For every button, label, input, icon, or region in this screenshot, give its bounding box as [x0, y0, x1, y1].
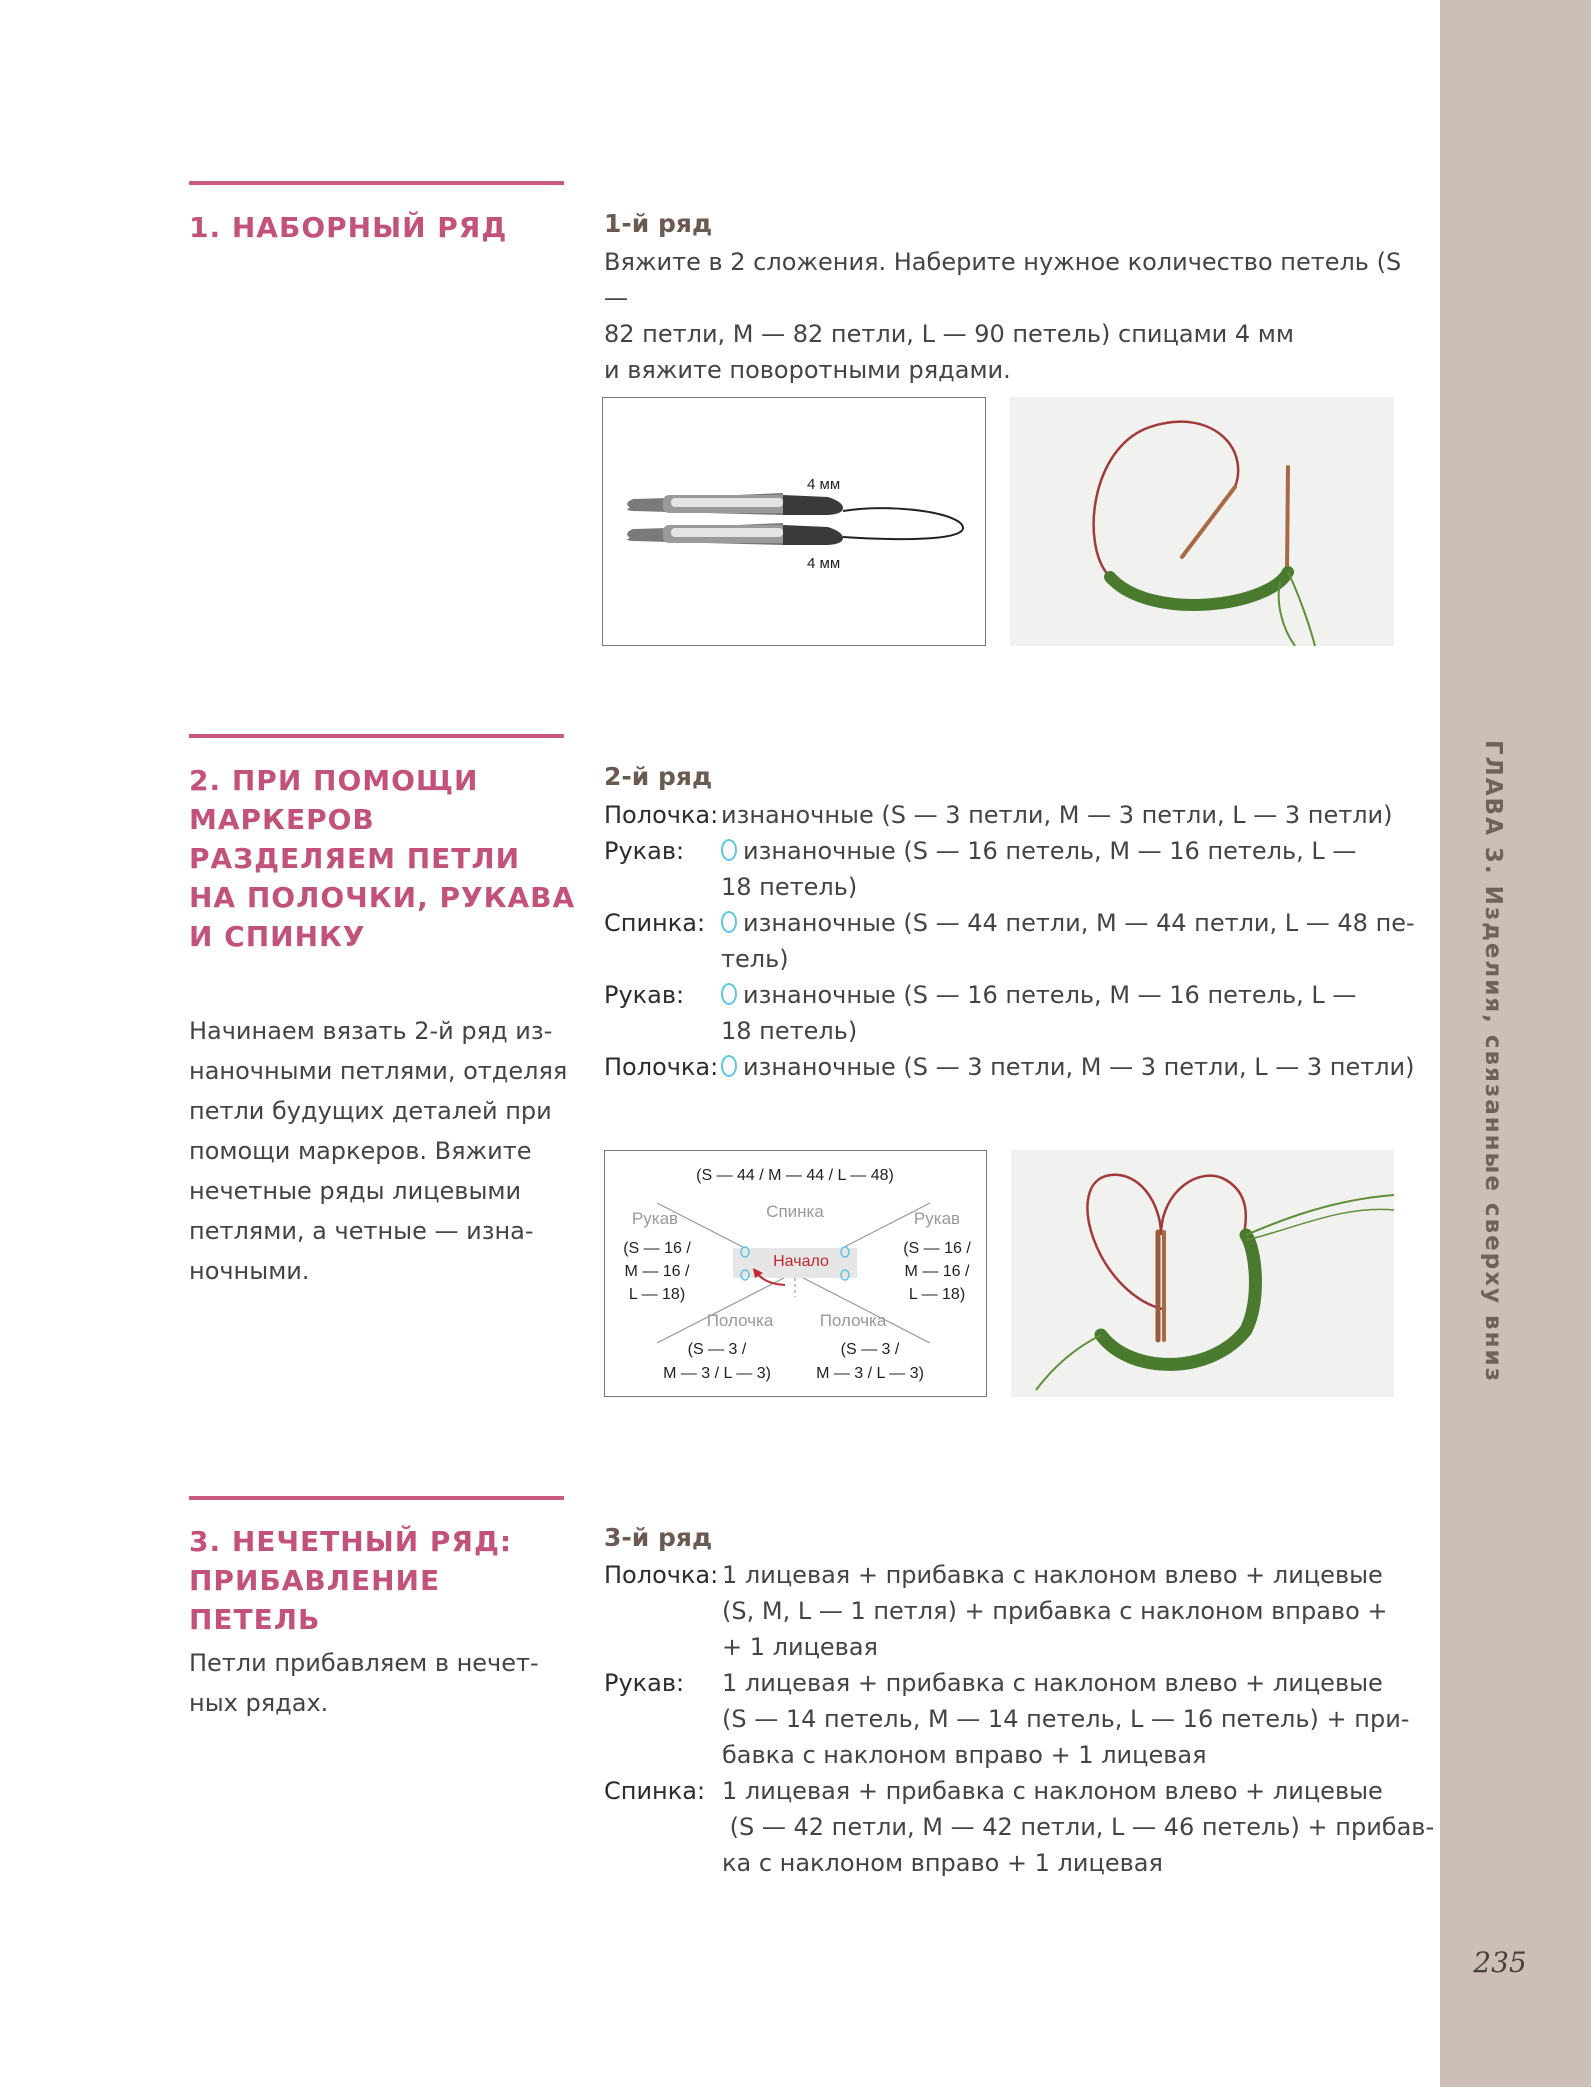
left-front-count: M — 3 / L — 3): [663, 1365, 771, 1382]
needle-size-label-top: 4 мм: [807, 476, 841, 493]
needle-size-label-bottom: 4 мм: [807, 555, 841, 572]
spec-line: [604, 797, 1404, 833]
section-2-title-line: РАЗДЕЛЯЕМ ПЕТЛИ: [189, 842, 521, 875]
needle-joint-top: [783, 495, 843, 515]
spec-label: Полочка:: [604, 801, 719, 829]
stitch-marker-icon: [721, 911, 737, 933]
yarn-tail: [1288, 572, 1315, 646]
spec-value: + 1 лицевая: [722, 1633, 878, 1661]
right-front-label: Полочка: [819, 1311, 887, 1330]
section-3-text-line: Петли прибавляем в нечет-: [189, 1649, 539, 1677]
section-2-text: [189, 1011, 569, 1291]
right-sleeve-count: L — 18): [908, 1286, 966, 1303]
stitch-marker-icon: [721, 839, 737, 861]
spec-value-text: изнаночные (S — 16 петель, M — 16 петель, L —: [743, 981, 1357, 1009]
section-1-rule: [189, 181, 564, 185]
spec-label: Полочка:: [604, 1561, 719, 1589]
wooden-needle: [1182, 487, 1235, 557]
spec-value-text: изнаночные (S — 44 петли, M — 44 петли, L — 48 пе-: [743, 909, 1415, 937]
spec-line: [604, 1737, 1404, 1773]
spec-label: Спинка:: [604, 909, 706, 937]
chapter-sidebar: [1440, 0, 1591, 2087]
row-2-spec: [604, 797, 1415, 1085]
yarn-tail: [1036, 1335, 1101, 1390]
spec-value-text: изнаночные (S — 3 петли, M — 3 петли, L — 3 петли): [743, 1053, 1415, 1081]
section-2-title: [189, 761, 579, 956]
row-3-spec: [604, 1557, 1435, 1881]
spec-line: [604, 869, 1404, 905]
yarn-tail: [1246, 1195, 1394, 1235]
row-1-line: 82 петли, M — 82 петли, L — 90 петель) спицами 4 мм: [604, 320, 1295, 348]
row-1-title: 1-й ряд: [604, 209, 713, 238]
spec-value: [721, 905, 1415, 941]
spec-label: Спинка:: [604, 1777, 706, 1805]
section-3-rule: [189, 1496, 564, 1500]
section-2-text-line: нечетные ряды лицевыми: [189, 1177, 522, 1205]
back-count-label: (S — 44 / M — 44 / L — 48): [696, 1167, 894, 1184]
section-3-title: [189, 1522, 579, 1639]
page-number: 235: [1473, 1946, 1527, 1979]
marker-diagram: [604, 1150, 987, 1397]
spec-value: (S — 14 петель, M — 14 петель, L — 16 петель) + при-: [722, 1705, 1410, 1733]
photo-markers-illustration: [1011, 1150, 1394, 1397]
spec-line: [604, 1809, 1435, 1845]
spec-value: [721, 797, 1393, 833]
spec-label: Рукав:: [604, 981, 685, 1009]
section-1-title: [189, 208, 579, 247]
left-front-count: (S — 3 /: [687, 1341, 747, 1358]
left-sleeve-count: L — 18): [628, 1286, 686, 1303]
red-cable: [1087, 1175, 1166, 1310]
row-1-line: и вяжите поворотными рядами.: [604, 356, 1011, 384]
spec-line: [604, 1773, 1404, 1809]
needle-cable: [843, 508, 963, 539]
spec-value: [721, 977, 1356, 1013]
photo-cast-on: [1010, 397, 1394, 646]
row-3-title: 3-й ряд: [604, 1523, 713, 1552]
section-2-text-line: Начинаем вязать 2-й ряд из-: [189, 1017, 553, 1045]
needle-joint-bottom: [783, 525, 843, 545]
photo-cast-on-illustration: [1010, 397, 1394, 646]
spec-line: [604, 1557, 1404, 1593]
spec-value-text: изнаночные (S — 16 петель, M — 16 петель, L —: [743, 837, 1357, 865]
section-2-text-line: ночными.: [189, 1257, 310, 1285]
section-3-text-line: ных рядах.: [189, 1689, 329, 1717]
spec-continuation: тель): [721, 945, 789, 973]
knitted-stitches: [1110, 572, 1288, 605]
spec-line: [604, 1845, 1404, 1881]
spec-line: [604, 977, 1404, 1013]
spec-value: 1 лицевая + прибавка с наклоном влево + лицевые: [722, 1669, 1383, 1697]
photo-markers: [1011, 1150, 1394, 1397]
spec-line: [604, 1593, 1404, 1629]
right-sleeve-count: M — 16 /: [904, 1263, 970, 1280]
yarn-tail: [1246, 1209, 1394, 1240]
spec-value-text: изнаночные (S — 3 петли, M — 3 петли, L — 3 петли): [721, 801, 1393, 829]
section-2-text-line: петли будущих деталей при: [189, 1097, 552, 1125]
spec-line: [604, 1049, 1415, 1085]
spec-line: [604, 1665, 1404, 1701]
needle-highlight-top: [671, 498, 783, 507]
section-2-rule: [189, 734, 564, 738]
left-sleeve-count: M — 16 /: [624, 1263, 690, 1280]
right-front-count: (S — 3 /: [840, 1341, 900, 1358]
right-sleeve-count: (S — 16 /: [903, 1240, 971, 1257]
knitted-stitches: [1101, 1235, 1255, 1364]
section-1-title-line: 1. НАБОРНЫЙ РЯД: [189, 211, 508, 244]
section-2-title-line: МАРКЕРОВ: [189, 803, 375, 836]
spec-value: [721, 1049, 1415, 1085]
needle-diagram: [602, 397, 986, 646]
left-sleeve-label: Рукав: [631, 1209, 679, 1228]
start-label: Начало: [773, 1253, 829, 1270]
spec-line: [604, 1701, 1410, 1737]
spec-value: 1 лицевая + прибавка с наклоном влево + лицевые: [722, 1777, 1383, 1805]
section-2-title-line: НА ПОЛОЧКИ, РУКАВА: [189, 881, 576, 914]
red-cable: [1161, 1176, 1246, 1235]
section-2-text-line: петлями, а четные — изна-: [189, 1217, 534, 1245]
yarn-tail: [1279, 582, 1295, 646]
section-2-title-line: И СПИНКУ: [189, 920, 366, 953]
right-sleeve-label: Рукав: [913, 1209, 961, 1228]
spec-value: бавка с наклоном вправо + 1 лицевая: [722, 1741, 1207, 1769]
stitch-marker-icon: [721, 1055, 737, 1077]
needle-highlight-bottom: [671, 528, 783, 537]
spec-label: Рукав:: [604, 1669, 685, 1697]
row-2-title: 2-й ряд: [604, 762, 713, 791]
spec-value: 1 лицевая + прибавка с наклоном влево + лицевые: [722, 1561, 1383, 1589]
stitch-marker-icon: [721, 983, 737, 1005]
section-3-title-line: 3. НЕЧЕТНЫЙ РЯД:: [189, 1525, 513, 1558]
spec-value: (S, M, L — 1 петля) + прибавка с наклоном вправо +: [722, 1597, 1388, 1625]
section-3-title-line: ПРИБАВЛЕНИЕ ПЕТЕЛЬ: [189, 1564, 441, 1636]
section-2-text-line: наночными петлями, отделяя: [189, 1057, 568, 1085]
row-1-text: [604, 244, 1404, 388]
section-3-text: [189, 1643, 569, 1723]
left-sleeve-count: (S — 16 /: [623, 1240, 691, 1257]
spec-line: [604, 1013, 1404, 1049]
right-front-count: M — 3 / L — 3): [816, 1365, 924, 1382]
marker-division-scheme: [605, 1151, 985, 1395]
spec-continuation: 18 петель): [721, 1017, 858, 1045]
wooden-needle: [1287, 467, 1288, 572]
spec-line: [604, 905, 1415, 941]
spec-label: Рукав:: [604, 837, 685, 865]
left-front-label: Полочка: [706, 1311, 774, 1330]
spec-line: [604, 941, 1404, 977]
spec-value: (S — 42 петли, M — 42 петли, L — 46 петель) + прибав-: [722, 1813, 1435, 1841]
back-label: Спинка: [766, 1202, 824, 1221]
circular-needles-illustration: [603, 398, 984, 644]
spec-continuation: 18 петель): [721, 873, 858, 901]
spec-line: [604, 1629, 1404, 1665]
spec-value: ка с наклоном вправо + 1 лицевая: [722, 1849, 1163, 1877]
row-1-line: Вяжите в 2 сложения. Наберите нужное количество петель (S —: [604, 248, 1402, 312]
spec-line: [604, 833, 1404, 869]
section-2-text-line: помощи маркеров. Вяжите: [189, 1137, 532, 1165]
spec-value: [721, 833, 1356, 869]
section-2-title-line: 2. ПРИ ПОМОЩИ: [189, 764, 479, 797]
red-cable: [1094, 422, 1239, 577]
chapter-title: ГЛАВА 3. Изделия, связанные сверху вниз: [1480, 740, 1506, 1383]
spec-label: Полочка:: [604, 1053, 719, 1081]
